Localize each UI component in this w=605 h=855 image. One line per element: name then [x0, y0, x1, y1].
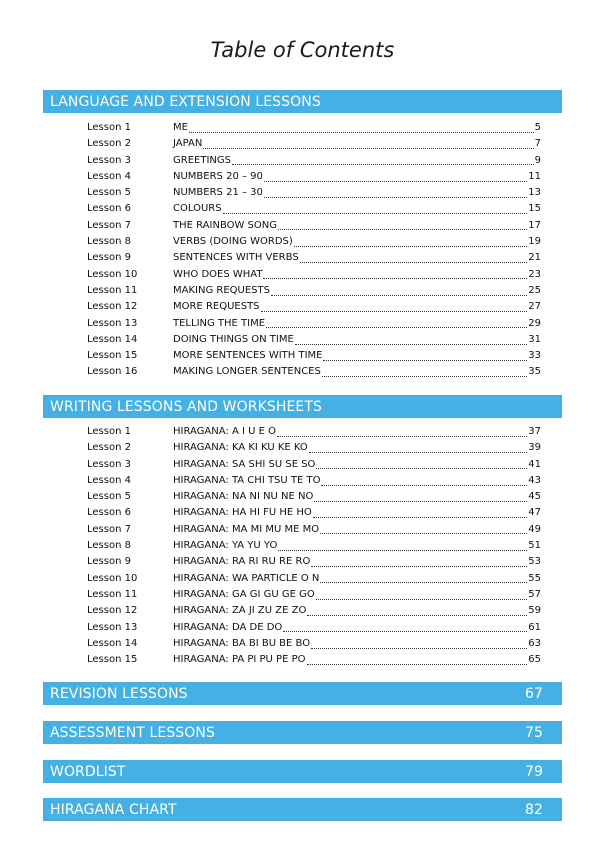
lesson-title: COLOURS: [173, 203, 222, 215]
lesson-number: Lesson 9: [87, 556, 131, 568]
toc-row[interactable]: [87, 473, 541, 489]
section-header-language: [43, 90, 562, 113]
toc-row[interactable]: [87, 218, 541, 234]
bar-wordlist[interactable]: [43, 760, 562, 783]
dot-leader: [277, 428, 527, 437]
toc-row[interactable]: [87, 505, 541, 521]
lesson-number: Lesson 2: [87, 138, 131, 150]
dot-leader: [309, 444, 527, 453]
toc-row[interactable]: [87, 234, 541, 250]
dot-leader: [278, 221, 527, 230]
lesson-number: Lesson 5: [87, 491, 131, 503]
lesson-number: Lesson 14: [87, 333, 138, 345]
page-number: 17: [528, 219, 541, 231]
lesson-title: HIRAGANA: DA DE DO: [173, 621, 283, 633]
lesson-title: MORE SENTENCES WITH TIME: [173, 350, 323, 362]
bar-page-number: 82: [524, 801, 543, 818]
toc-row[interactable]: [87, 348, 541, 364]
bar-page-number: 75: [524, 724, 543, 741]
dot-leader: [261, 303, 528, 312]
page-number: 9: [534, 154, 541, 166]
toc-row[interactable]: [87, 185, 541, 201]
toc-row[interactable]: [87, 571, 541, 587]
lesson-title: SENTENCES WITH VERBS: [173, 252, 299, 264]
lesson-number: Lesson 2: [87, 442, 131, 454]
dot-leader: [203, 140, 533, 149]
lesson-number: Lesson 4: [87, 474, 131, 486]
lesson-title: HIRAGANA: A I U E O: [173, 426, 276, 437]
lesson-title: MAKING REQUESTS: [173, 284, 270, 296]
page-number: 65: [528, 654, 541, 666]
lesson-number: Lesson 16: [87, 366, 138, 378]
lesson-number: Lesson 6: [87, 507, 131, 519]
lesson-number: Lesson 8: [87, 236, 131, 248]
lesson-title: HIRAGANA: RA RI RU RE RO: [173, 556, 311, 568]
lesson-title: HIRAGANA: PA PI PU PE PO: [173, 654, 306, 666]
page-number: 7: [534, 138, 541, 150]
toc-row[interactable]: [87, 636, 541, 652]
lesson-title: HIRAGANA: WA PARTICLE O N: [173, 572, 320, 584]
toc-row[interactable]: [87, 603, 541, 619]
toc-row[interactable]: [87, 522, 541, 538]
lesson-number: Lesson 7: [87, 523, 131, 535]
lesson-title: HIRAGANA: GA GI GU GE GO: [173, 588, 315, 600]
page-number: 63: [528, 637, 541, 649]
lesson-number: Lesson 13: [87, 621, 138, 633]
bar-page-number: 79: [524, 763, 543, 780]
dot-leader: [311, 558, 527, 567]
page-number: 33: [528, 350, 541, 362]
page-number: 21: [528, 252, 541, 264]
dot-leader: [264, 189, 527, 198]
dot-leader: [278, 542, 527, 551]
dot-leader: [264, 173, 527, 182]
bar-hiragana-chart[interactable]: [43, 798, 562, 821]
dot-leader: [320, 574, 527, 583]
dot-leader: [311, 640, 527, 649]
lesson-number: Lesson 8: [87, 540, 131, 552]
dot-leader: [307, 607, 527, 616]
lesson-title: HIRAGANA: MA MI MU ME MO: [173, 523, 320, 535]
toc-row[interactable]: [87, 153, 541, 169]
toc-row[interactable]: [87, 250, 541, 266]
dot-leader: [323, 352, 527, 361]
bar-label: WORDLIST: [50, 763, 126, 780]
dot-leader: [263, 270, 527, 279]
lesson-number: Lesson 1: [87, 426, 131, 437]
lesson-number: Lesson 13: [87, 317, 138, 329]
lesson-number: Lesson 1: [87, 122, 131, 133]
lesson-title: NUMBERS 21 – 30: [173, 187, 263, 199]
dot-leader: [321, 477, 527, 486]
page-number: 55: [528, 572, 541, 584]
dot-leader: [266, 319, 527, 328]
dot-leader: [300, 254, 528, 263]
bar-revision-lessons[interactable]: [43, 682, 562, 705]
lesson-title: GREETINGS: [173, 154, 231, 166]
toc-row[interactable]: [87, 283, 541, 299]
bar-label: ASSESSMENT LESSONS: [50, 724, 215, 741]
page-number: 49: [528, 523, 541, 535]
page-number: 13: [528, 187, 541, 199]
dot-leader: [295, 336, 527, 345]
lesson-number: Lesson 10: [87, 572, 138, 584]
lesson-title: VERBS (DOING WORDS): [173, 236, 293, 248]
page-number: 27: [528, 301, 541, 313]
dot-leader: [283, 623, 527, 632]
section-header-writing: [43, 395, 562, 418]
section-header-label: WRITING LESSONS AND WORKSHEETS: [50, 398, 322, 415]
page-number: 23: [528, 268, 541, 280]
page-number: 37: [528, 426, 541, 437]
lesson-title: ME: [173, 122, 188, 133]
toc-row[interactable]: [87, 620, 541, 636]
page-number: 59: [528, 605, 541, 617]
toc-row[interactable]: [87, 440, 541, 456]
dot-leader: [316, 460, 527, 469]
toc-row[interactable]: [87, 136, 541, 152]
toc-row[interactable]: [87, 267, 541, 283]
lesson-number: Lesson 11: [87, 588, 138, 600]
page-number: 19: [528, 236, 541, 248]
page-number: 53: [528, 556, 541, 568]
lesson-title: HIRAGANA: TA CHI TSU TE TO: [173, 474, 321, 486]
page-number: 57: [528, 588, 541, 600]
page-number: 47: [528, 507, 541, 519]
lesson-title: MORE REQUESTS: [173, 301, 260, 313]
page-number: 41: [528, 458, 541, 470]
toc-row[interactable]: [87, 299, 541, 315]
toc-row[interactable]: [87, 201, 541, 217]
lesson-number: Lesson 10: [87, 268, 138, 280]
toc-row[interactable]: [87, 364, 541, 380]
lesson-number: Lesson 5: [87, 187, 131, 199]
lesson-title: HIRAGANA: SA SHI SU SE SO: [173, 458, 316, 470]
toc-row[interactable]: [87, 457, 541, 473]
page-number: 5: [534, 122, 541, 133]
page-number: 25: [528, 284, 541, 296]
lesson-title: HIRAGANA: YA YU YO: [173, 540, 278, 552]
page-number: 39: [528, 442, 541, 454]
page-number: 15: [528, 203, 541, 215]
lesson-title: THE RAINBOW SONG: [173, 219, 278, 231]
dot-leader: [322, 368, 527, 377]
lesson-number: Lesson 3: [87, 458, 131, 470]
lesson-title: HIRAGANA: KA KI KU KE KO: [173, 442, 308, 454]
toc-row[interactable]: [87, 489, 541, 505]
page-number: 31: [528, 333, 541, 345]
dot-leader: [313, 509, 527, 518]
dot-leader: [189, 124, 534, 133]
bar-label: REVISION LESSONS: [50, 685, 188, 702]
toc-row[interactable]: [87, 332, 541, 348]
toc-row[interactable]: [87, 652, 541, 668]
toc-row[interactable]: [87, 587, 541, 603]
dot-leader: [271, 287, 527, 296]
toc-list-language: [87, 120, 541, 381]
page-number: 51: [528, 540, 541, 552]
lesson-number: Lesson 15: [87, 350, 138, 362]
toc-row[interactable]: [87, 316, 541, 332]
lesson-number: Lesson 15: [87, 654, 138, 666]
lesson-number: Lesson 12: [87, 605, 138, 617]
page-number: 45: [528, 491, 541, 503]
page-title: Table of Contents: [210, 38, 395, 62]
lesson-number: Lesson 4: [87, 170, 131, 182]
bar-page-number: 67: [524, 685, 543, 702]
dot-leader: [232, 156, 534, 165]
lesson-title: MAKING LONGER SENTENCES: [173, 366, 321, 378]
page-number: 29: [528, 317, 541, 329]
bar-label: HIRAGANA CHART: [50, 801, 177, 818]
lesson-number: Lesson 7: [87, 219, 131, 231]
lesson-title: WHO DOES WHAT: [173, 268, 263, 280]
toc-row[interactable]: [87, 424, 541, 440]
lesson-title: DOING THINGS ON TIME: [173, 333, 294, 345]
lesson-title: HIRAGANA: BA BI BU BE BO: [173, 637, 311, 649]
toc-list-writing: [87, 424, 541, 668]
section-header-label: LANGUAGE AND EXTENSION LESSONS: [50, 93, 321, 110]
lesson-title: HIRAGANA: ZA JI ZU ZE ZO: [173, 605, 307, 617]
dot-leader: [320, 525, 527, 534]
lesson-number: Lesson 6: [87, 203, 131, 215]
lesson-number: Lesson 3: [87, 154, 131, 166]
lesson-number: Lesson 9: [87, 252, 131, 264]
dot-leader: [314, 493, 527, 502]
lesson-title: HIRAGANA: HA HI FU HE HO: [173, 507, 312, 519]
bar-assessment-lessons[interactable]: [43, 721, 562, 744]
lesson-number: Lesson 12: [87, 301, 138, 313]
lesson-title: NUMBERS 20 – 90: [173, 170, 263, 182]
page-number: 35: [528, 366, 541, 378]
dot-leader: [307, 656, 528, 665]
page-number: 61: [528, 621, 541, 633]
page-number: 11: [528, 170, 541, 182]
toc-row[interactable]: [87, 169, 541, 185]
dot-leader: [294, 238, 527, 247]
toc-row[interactable]: [87, 554, 541, 570]
page-number: 43: [528, 474, 541, 486]
lesson-title: HIRAGANA: NA NI NU NE NO: [173, 491, 314, 503]
lesson-title: JAPAN: [173, 138, 203, 150]
lesson-number: Lesson 11: [87, 284, 138, 296]
lesson-number: Lesson 14: [87, 637, 138, 649]
dot-leader: [223, 205, 528, 214]
toc-row[interactable]: [87, 538, 541, 554]
lesson-title: TELLING THE TIME: [173, 317, 266, 329]
dot-leader: [316, 591, 528, 600]
toc-row[interactable]: [87, 120, 541, 136]
